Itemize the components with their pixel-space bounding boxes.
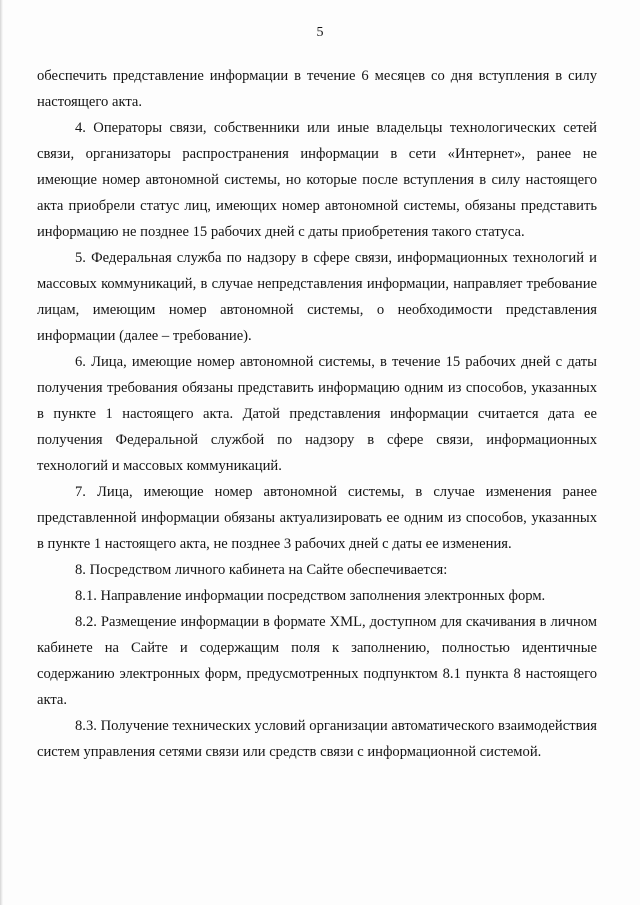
scan-edge-shadow: [0, 0, 3, 905]
paragraph-item-4: 4. Операторы связи, собственники или иные владельцы технологических сетей связи, организаторы распространения информации в сети «Интернет», ранее не имеющие номер автономной системы, но которые после вступления в силу настоящего акта приобрели статус лиц, имеющих номер автономной системы, обязаны представить информацию не позднее 15 рабочих дней с даты приобретения такого статуса.: [37, 120, 597, 240]
paragraph-item-5: 5. Федеральная служба по надзору в сфере связи, информационных технологий и массовых коммуникаций, в случае непредставления информации, направляет требование лицам, имеющим номер автономной системы, о необходимости представления информации (далее – требование).: [37, 250, 597, 344]
paragraph-continuation: обеспечить представление информации в течение 6 месяцев со дня вступления в силу настоящего акта.: [37, 68, 597, 110]
document-body: [37, 63, 597, 765]
paragraph-item-8-3: 8.3. Получение технических условий организации автоматического взаимодействия систем управления сетями связи или средств связи с информационной системой.: [37, 718, 597, 760]
paragraph-item-8: 8. Посредством личного кабинета на Сайте обеспечивается:: [75, 562, 448, 578]
page-number: 5: [316, 25, 324, 40]
paragraph-item-6: 6. Лица, имеющие номер автономной системы, в течение 15 рабочих дней с даты получения требования обязаны представить информацию одним из способов, указанных в пункте 1 настоящего акта. Датой представления информации считается дата ее получения Федеральной службой по надзору в сфере связи, информационных технологий и массовых коммуникаций.: [37, 354, 597, 474]
paragraph-item-8-1: 8.1. Направление информации посредством заполнения электронных форм.: [75, 588, 546, 604]
paragraph-item-8-2: 8.2. Размещение информации в формате XML, доступном для скачивания в личном кабинете на Сайте и содержащим поля к заполнению, полностью идентичные содержанию электронных форм, предусмотренных подпунктом 8.1 пункта 8 настоящего акта.: [37, 614, 597, 708]
paragraph-item-7: 7. Лица, имеющие номер автономной системы, в случае изменения ранее представленной информации обязаны актуализировать ее одним из способов, указанных в пункте 1 настоящего акта, не позднее 3 рабочих дней с даты ее изменения.: [37, 484, 597, 552]
